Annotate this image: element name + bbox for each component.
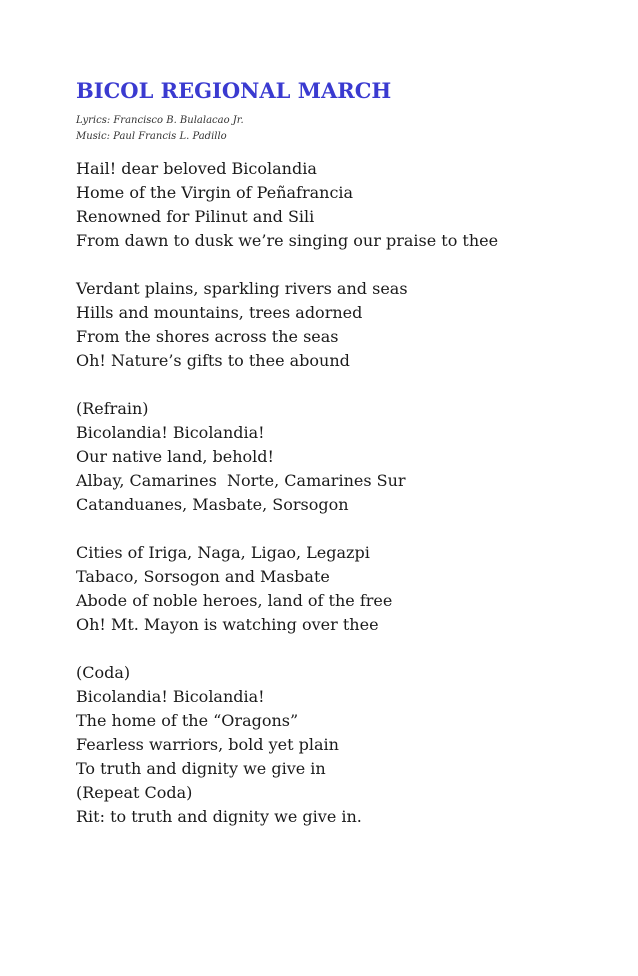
lyric-line: Hills and mountains, trees adorned bbox=[76, 303, 363, 322]
stanza bbox=[76, 661, 616, 829]
lyric-line: Hail! dear beloved Bicolandia bbox=[76, 159, 317, 178]
lyric-line: Abode of noble heroes, land of the free bbox=[76, 591, 393, 610]
stanza bbox=[76, 541, 616, 637]
stanza bbox=[76, 157, 616, 253]
lyrics-body bbox=[76, 157, 616, 853]
lyric-line: Albay, Camarines Norte, Camarines Sur bbox=[76, 471, 406, 490]
lyric-line: Renowned for Pilinut and Sili bbox=[76, 207, 315, 226]
stanza bbox=[76, 397, 616, 517]
lyric-line: Home of the Virgin of Peñafrancia bbox=[76, 183, 354, 202]
song-credits bbox=[76, 113, 244, 145]
lyric-line: (Repeat Coda) bbox=[76, 783, 193, 802]
lyric-line: Cities of Iriga, Naga, Ligao, Legazpi bbox=[76, 543, 370, 562]
lyric-line: Catanduanes, Masbate, Sorsogon bbox=[76, 495, 349, 514]
lyric-line: Bicolandia! Bicolandia! bbox=[76, 423, 265, 442]
lyric-line: Oh! Nature’s gifts to thee abound bbox=[76, 351, 350, 370]
stanza bbox=[76, 277, 616, 373]
lyric-line: (Coda) bbox=[76, 663, 131, 682]
lyric-line: Fearless warriors, bold yet plain bbox=[76, 735, 339, 754]
lyric-line: Oh! Mt. Mayon is watching over thee bbox=[76, 615, 379, 634]
page-title: BICOL REGIONAL MARCH bbox=[76, 78, 392, 103]
lyric-line: Verdant plains, sparkling rivers and seas bbox=[76, 279, 408, 298]
lyric-line: Bicolandia! Bicolandia! bbox=[76, 687, 265, 706]
lyrics-credit: Lyrics: Francisco B. Bulalacao Jr. bbox=[76, 115, 244, 126]
lyric-line: From dawn to dusk we’re singing our praise to thee bbox=[76, 231, 499, 250]
music-credit: Music: Paul Francis L. Padillo bbox=[76, 131, 227, 142]
lyric-line: Rit: to truth and dignity we give in. bbox=[76, 807, 362, 826]
lyric-line: The home of the “Oragons” bbox=[76, 711, 299, 730]
lyric-line: (Refrain) bbox=[76, 399, 149, 418]
lyric-line: Tabaco, Sorsogon and Masbate bbox=[76, 567, 330, 586]
lyric-line: To truth and dignity we give in bbox=[76, 759, 326, 778]
lyric-line: Our native land, behold! bbox=[76, 447, 274, 466]
lyric-line: From the shores across the seas bbox=[76, 327, 339, 346]
